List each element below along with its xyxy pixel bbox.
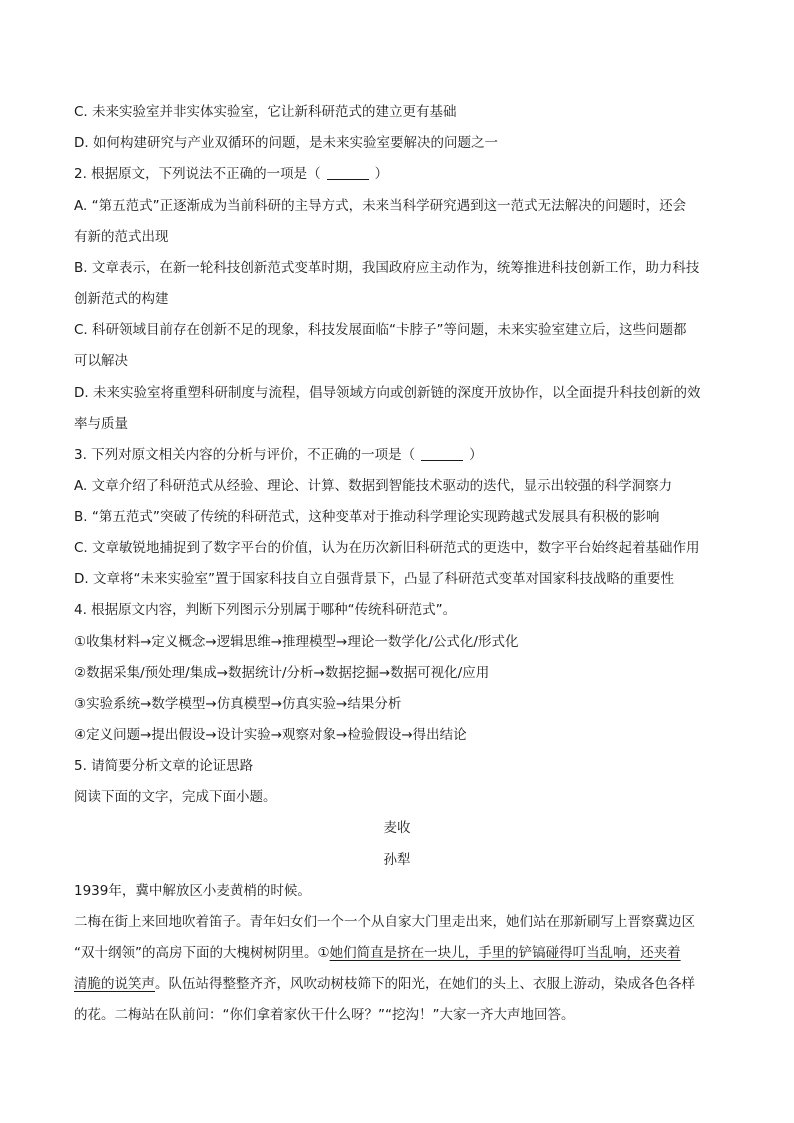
story-paragraph-1: 1939年，冀中解放区小麦黄梢的时候。	[74, 883, 311, 899]
diagram-3: ③实验系统→数学模型→仿真模型→仿真实验→结果分析	[74, 696, 402, 712]
story-paragraph-2-line3	[74, 974, 724, 994]
diagram-1: ①收集材料→定义概念→逻辑思维→推理模型→理论一数学化/公式化/形式化	[74, 634, 519, 650]
story-author: 孙犁	[383, 852, 411, 868]
option-d-q3: D. 文章将“未来实验室”置于国家科技自立自强背景下，凸显了科研范式变革对国家科技战略的重要性	[74, 571, 674, 587]
option-d-q2-line2: 率与质量	[74, 416, 128, 432]
option-a-q3: A. 文章介绍了科研范式从经验、理论、计算、数据到智能技术驱动的迭代，显示出较强的科学洞察力	[74, 478, 673, 494]
question-2	[74, 164, 724, 184]
question-2-suffix: ）	[374, 166, 389, 182]
option-c-q3: C. 文章敏锐地捕捉到了数字平台的价值，认为在历次新旧科研范式的更迭中，数字平台始终起着基础作用	[74, 540, 700, 556]
option-d-q1: D. 如何构建研究与产业双循环的问题，是未来实验室要解决的问题之一	[74, 135, 498, 151]
underlined-sentence-end: 清脆的说笑声	[74, 976, 155, 992]
option-a-q2-line2: 有新的范式出现	[74, 229, 169, 245]
question-3-prefix: 3. 下列对原文相关内容的分析与评价，不正确的一项是（	[74, 447, 416, 463]
underlined-sentence: 她们简直是挤在一块儿，手里的铲镐碰得叮当乱响，还夹着	[329, 945, 681, 961]
option-c-q1: C. 未来实验室并非实体实验室，它让新科研范式的建立更有基础	[74, 104, 457, 120]
option-a-q2-line1: A. “第五范式”正逐渐成为当前科研的主导方式，未来当科学研究遇到这一范式无法解决的问题时，还会	[74, 198, 687, 214]
diagram-4: ④定义问题→提出假设→设计实验→观察对象→检验假设→得出结论	[74, 727, 467, 743]
question-5: 5. 请简要分析文章的论证思路	[74, 758, 254, 774]
story-paragraph-2-line2	[74, 943, 724, 963]
option-c-q2-line1: C. 科研领域目前存在创新不足的现象，科技发展面临“卡脖子”等问题，未来实验室建立后，这些问题都	[74, 322, 687, 338]
question-4: 4. 根据原文内容，判断下列图示分别属于哪种“传统科研范式”。	[74, 602, 457, 618]
option-b-q2-line1: B. 文章表示，在新一轮科技创新范式变革时期，我国政府应主动作为，统筹推进科技创新工作，助力科技	[74, 260, 700, 276]
option-b-q2-line2: 创新范式的构建	[74, 291, 169, 307]
answer-blank	[327, 165, 369, 180]
option-c-q2-line2: 可以解决	[74, 353, 128, 369]
answer-blank	[421, 446, 463, 461]
reading-instruction: 阅读下面的文字，完成下面小题。	[74, 789, 277, 805]
story-title: 麦收	[383, 820, 411, 836]
story-paragraph-2-line1: 二梅在街上来回地吹着笛子。青年妇女们一个一个从自家大门里走出来，她们站在那新刷写上晋察冀边区	[74, 914, 695, 930]
story-paragraph-2-line4: 的花。二梅站在队前问：“你们拿着家伙干什么呀？”“挖沟！”大家一齐大声地回答。	[74, 1007, 575, 1023]
diagram-2: ②数据采集/预处理/集成→数据统计/分析→数据挖掘→数据可视化/应用	[74, 665, 490, 681]
question-3-suffix: ）	[469, 447, 483, 463]
option-d-q2-line1: D. 未来实验室将重塑科研制度与流程，倡导领域方向或创新链的深度开放协作，以全面提升科技创新的效	[74, 385, 701, 401]
option-b-q3: B. “第五范式”突破了传统的科研范式，这种变革对于推动科学理论实现跨越式发展具有积极的影响	[74, 509, 660, 525]
question-2-prefix: 2. 根据原文，下列说法不正确的一项是（	[74, 166, 321, 182]
story-text: 。队伍站得整整齐齐，风吹动树枝筛下的阳光，在她们的头上、衣服上游动，染成各色各样	[155, 976, 695, 992]
question-3	[74, 445, 724, 465]
story-text: “双十纲领”的高房下面的大槐树树阴里。①	[74, 945, 330, 961]
